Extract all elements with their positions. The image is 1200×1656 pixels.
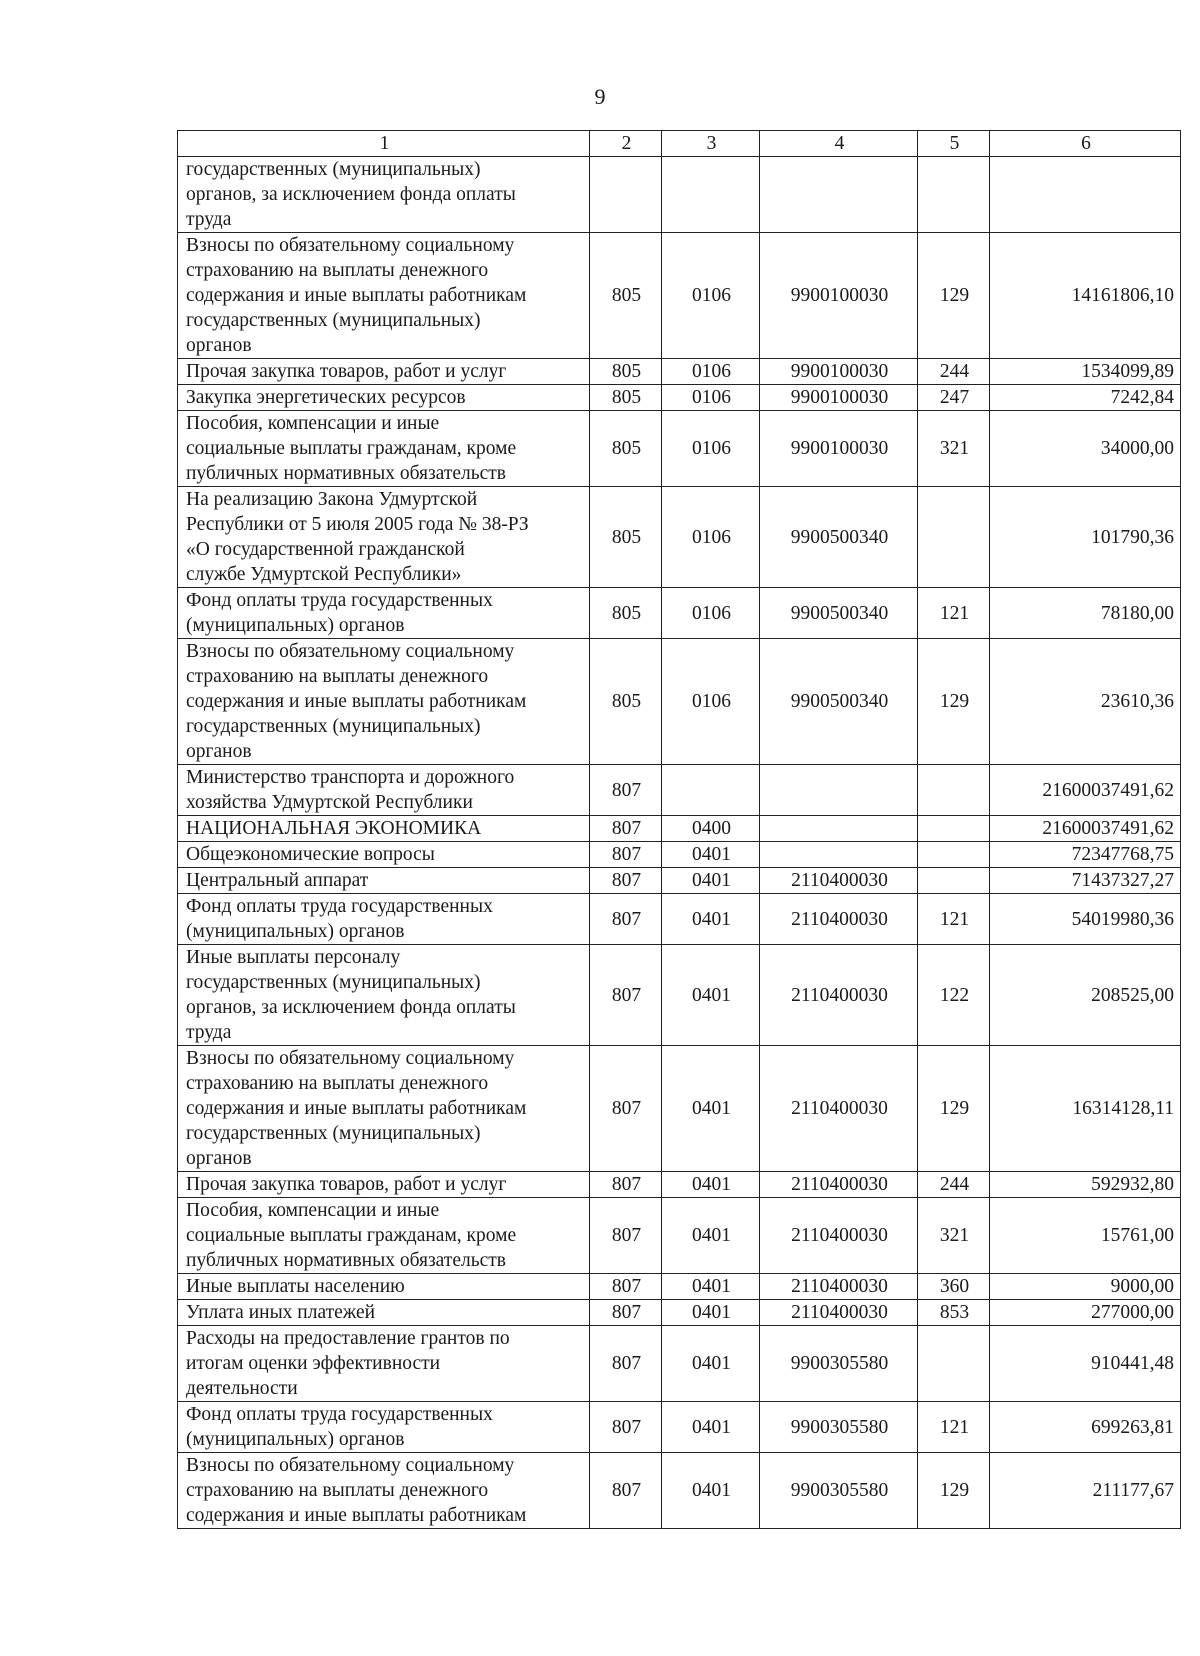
amount-cell: 71437327,27 bbox=[990, 868, 1181, 894]
column-header: 4 bbox=[760, 131, 918, 157]
target-article-code-cell: 9900100030 bbox=[760, 233, 918, 359]
row-name-cell: Уплата иных платежей bbox=[178, 1300, 590, 1326]
section-code-cell bbox=[662, 765, 760, 816]
expense-type-code-cell: 247 bbox=[918, 385, 990, 411]
row-name-cell: На реализацию Закона Удмуртской Республики от 5 июля 2005 года № 38-РЗ «О государственной гражданской службе Удмуртской Республики» bbox=[178, 487, 590, 588]
column-header: 2 bbox=[590, 131, 662, 157]
table-body bbox=[178, 157, 1181, 1529]
row-name-cell: Расходы на предоставление грантов по итогам оценки эффективности деятельности bbox=[178, 1326, 590, 1402]
ministry-code-cell: 807 bbox=[590, 1453, 662, 1529]
table-row bbox=[178, 1172, 1181, 1198]
target-article-code-cell bbox=[760, 157, 918, 233]
table-row bbox=[178, 945, 1181, 1046]
ministry-code-cell: 805 bbox=[590, 487, 662, 588]
target-article-code-cell: 2110400030 bbox=[760, 945, 918, 1046]
table-row bbox=[178, 385, 1181, 411]
column-header: 5 bbox=[918, 131, 990, 157]
target-article-code-cell: 9900100030 bbox=[760, 359, 918, 385]
ministry-code-cell: 807 bbox=[590, 1300, 662, 1326]
expense-type-code-cell bbox=[918, 1326, 990, 1402]
row-name-cell: Фонд оплаты труда государственных (муниципальных) органов bbox=[178, 1402, 590, 1453]
ministry-code-cell: 805 bbox=[590, 359, 662, 385]
table-row bbox=[178, 359, 1181, 385]
expense-type-code-cell: 122 bbox=[918, 945, 990, 1046]
table-row bbox=[178, 842, 1181, 868]
amount-cell: 15761,00 bbox=[990, 1198, 1181, 1274]
section-code-cell: 0401 bbox=[662, 1300, 760, 1326]
section-code-cell: 0400 bbox=[662, 816, 760, 842]
section-code-cell: 0401 bbox=[662, 868, 760, 894]
amount-cell: 16314128,11 bbox=[990, 1046, 1181, 1172]
row-name-cell: Иные выплаты населению bbox=[178, 1274, 590, 1300]
table-row bbox=[178, 816, 1181, 842]
table-row bbox=[178, 1453, 1181, 1529]
amount-cell: 592932,80 bbox=[990, 1172, 1181, 1198]
section-code-cell: 0401 bbox=[662, 945, 760, 1046]
amount-cell: 211177,67 bbox=[990, 1453, 1181, 1529]
target-article-code-cell: 9900500340 bbox=[760, 639, 918, 765]
expense-type-code-cell bbox=[918, 816, 990, 842]
row-name-cell: Общеэкономические вопросы bbox=[178, 842, 590, 868]
ministry-code-cell: 807 bbox=[590, 1172, 662, 1198]
section-code-cell: 0106 bbox=[662, 639, 760, 765]
section-code-cell: 0401 bbox=[662, 1198, 760, 1274]
section-code-cell: 0106 bbox=[662, 233, 760, 359]
table-row bbox=[178, 1326, 1181, 1402]
target-article-code-cell: 2110400030 bbox=[760, 868, 918, 894]
section-code-cell: 0106 bbox=[662, 359, 760, 385]
page-number: 9 bbox=[594, 84, 606, 109]
table-row bbox=[178, 233, 1181, 359]
amount-cell: 910441,48 bbox=[990, 1326, 1181, 1402]
row-name-cell: Прочая закупка товаров, работ и услуг bbox=[178, 1172, 590, 1198]
section-code-cell: 0401 bbox=[662, 1402, 760, 1453]
table-row bbox=[178, 639, 1181, 765]
ministry-code-cell: 805 bbox=[590, 385, 662, 411]
amount-cell: 78180,00 bbox=[990, 588, 1181, 639]
column-header: 6 bbox=[990, 131, 1181, 157]
amount-cell: 21600037491,62 bbox=[990, 765, 1181, 816]
section-code-cell: 0106 bbox=[662, 588, 760, 639]
expense-type-code-cell bbox=[918, 765, 990, 816]
target-article-code-cell: 9900305580 bbox=[760, 1402, 918, 1453]
amount-cell: 699263,81 bbox=[990, 1402, 1181, 1453]
ministry-code-cell: 807 bbox=[590, 1046, 662, 1172]
header-row bbox=[178, 131, 1181, 157]
expense-type-code-cell: 121 bbox=[918, 588, 990, 639]
expense-type-code-cell: 321 bbox=[918, 411, 990, 487]
target-article-code-cell: 2110400030 bbox=[760, 1198, 918, 1274]
row-name-cell: Взносы по обязательному социальному страхованию на выплаты денежного содержания и иные выплаты работникам bbox=[178, 1453, 590, 1529]
target-article-code-cell: 9900305580 bbox=[760, 1326, 918, 1402]
amount-cell bbox=[990, 157, 1181, 233]
section-code-cell: 0401 bbox=[662, 1274, 760, 1300]
target-article-code-cell: 2110400030 bbox=[760, 1172, 918, 1198]
expense-type-code-cell bbox=[918, 157, 990, 233]
ministry-code-cell: 807 bbox=[590, 765, 662, 816]
expense-type-code-cell: 129 bbox=[918, 1453, 990, 1529]
row-name-cell: Прочая закупка товаров, работ и услуг bbox=[178, 359, 590, 385]
expense-type-code-cell: 121 bbox=[918, 894, 990, 945]
target-article-code-cell: 2110400030 bbox=[760, 1046, 918, 1172]
target-article-code-cell: 2110400030 bbox=[760, 894, 918, 945]
table-row bbox=[178, 588, 1181, 639]
target-article-code-cell: 9900100030 bbox=[760, 385, 918, 411]
amount-cell: 54019980,36 bbox=[990, 894, 1181, 945]
ministry-code-cell: 807 bbox=[590, 1274, 662, 1300]
target-article-code-cell bbox=[760, 816, 918, 842]
amount-cell: 277000,00 bbox=[990, 1300, 1181, 1326]
table-row bbox=[178, 1274, 1181, 1300]
row-name-cell: Центральный аппарат bbox=[178, 868, 590, 894]
section-code-cell: 0106 bbox=[662, 487, 760, 588]
expense-type-code-cell bbox=[918, 487, 990, 588]
expense-type-code-cell: 129 bbox=[918, 639, 990, 765]
table-row bbox=[178, 411, 1181, 487]
table-row bbox=[178, 765, 1181, 816]
target-article-code-cell: 9900305580 bbox=[760, 1453, 918, 1529]
row-name-cell: государственных (муниципальных) органов, за исключением фонда оплаты труда bbox=[178, 157, 590, 233]
ministry-code-cell: 807 bbox=[590, 894, 662, 945]
ministry-code-cell: 805 bbox=[590, 588, 662, 639]
ministry-code-cell: 805 bbox=[590, 233, 662, 359]
ministry-code-cell bbox=[590, 157, 662, 233]
table-row bbox=[178, 1402, 1181, 1453]
table-row bbox=[178, 157, 1181, 233]
row-name-cell: Пособия, компенсации и иные социальные выплаты гражданам, кроме публичных нормативных обязательств bbox=[178, 1198, 590, 1274]
table-row bbox=[178, 1198, 1181, 1274]
target-article-code-cell: 2110400030 bbox=[760, 1300, 918, 1326]
section-code-cell: 0401 bbox=[662, 894, 760, 945]
amount-cell: 1534099,89 bbox=[990, 359, 1181, 385]
expense-type-code-cell: 121 bbox=[918, 1402, 990, 1453]
amount-cell: 9000,00 bbox=[990, 1274, 1181, 1300]
target-article-code-cell: 9900500340 bbox=[760, 588, 918, 639]
ministry-code-cell: 805 bbox=[590, 411, 662, 487]
section-code-cell: 0106 bbox=[662, 411, 760, 487]
column-header: 3 bbox=[662, 131, 760, 157]
row-name-cell: Закупка энергетических ресурсов bbox=[178, 385, 590, 411]
table-row bbox=[178, 487, 1181, 588]
column-header: 1 bbox=[178, 131, 590, 157]
expense-type-code-cell: 244 bbox=[918, 359, 990, 385]
ministry-code-cell: 807 bbox=[590, 868, 662, 894]
budget-table bbox=[177, 130, 1181, 1529]
expense-type-code-cell bbox=[918, 868, 990, 894]
table-row bbox=[178, 868, 1181, 894]
row-name-cell: Фонд оплаты труда государственных (муниципальных) органов bbox=[178, 588, 590, 639]
ministry-code-cell: 807 bbox=[590, 945, 662, 1046]
row-name-cell: Пособия, компенсации и иные социальные выплаты гражданам, кроме публичных нормативных обязательств bbox=[178, 411, 590, 487]
section-code-cell: 0401 bbox=[662, 1046, 760, 1172]
ministry-code-cell: 807 bbox=[590, 816, 662, 842]
row-name-cell: Министерство транспорта и дорожного хозяйства Удмуртской Республики bbox=[178, 765, 590, 816]
expense-type-code-cell: 853 bbox=[918, 1300, 990, 1326]
row-name-cell: Фонд оплаты труда государственных (муниципальных) органов bbox=[178, 894, 590, 945]
row-name-cell: Взносы по обязательному социальному страхованию на выплаты денежного содержания и иные выплаты работникам государственных (муниципальных) органов bbox=[178, 639, 590, 765]
expense-type-code-cell: 244 bbox=[918, 1172, 990, 1198]
section-code-cell: 0401 bbox=[662, 1172, 760, 1198]
expense-type-code-cell: 129 bbox=[918, 1046, 990, 1172]
expense-type-code-cell: 321 bbox=[918, 1198, 990, 1274]
amount-cell: 208525,00 bbox=[990, 945, 1181, 1046]
section-code-cell bbox=[662, 157, 760, 233]
section-code-cell: 0401 bbox=[662, 1326, 760, 1402]
amount-cell: 14161806,10 bbox=[990, 233, 1181, 359]
target-article-code-cell bbox=[760, 765, 918, 816]
amount-cell: 72347768,75 bbox=[990, 842, 1181, 868]
amount-cell: 7242,84 bbox=[990, 385, 1181, 411]
target-article-code-cell bbox=[760, 842, 918, 868]
section-code-cell: 0401 bbox=[662, 1453, 760, 1529]
table-row bbox=[178, 894, 1181, 945]
ministry-code-cell: 807 bbox=[590, 1326, 662, 1402]
table-row bbox=[178, 1300, 1181, 1326]
row-name-cell: Взносы по обязательному социальному страхованию на выплаты денежного содержания и иные выплаты работникам государственных (муниципальных) органов bbox=[178, 1046, 590, 1172]
ministry-code-cell: 807 bbox=[590, 1402, 662, 1453]
row-name-cell: Иные выплаты персоналу государственных (муниципальных) органов, за исключением фонда оплаты труда bbox=[178, 945, 590, 1046]
ministry-code-cell: 805 bbox=[590, 639, 662, 765]
expense-type-code-cell: 129 bbox=[918, 233, 990, 359]
expense-type-code-cell: 360 bbox=[918, 1274, 990, 1300]
ministry-code-cell: 807 bbox=[590, 1198, 662, 1274]
amount-cell: 101790,36 bbox=[990, 487, 1181, 588]
row-name-cell: НАЦИОНАЛЬНАЯ ЭКОНОМИКА bbox=[178, 816, 590, 842]
expense-type-code-cell bbox=[918, 842, 990, 868]
ministry-code-cell: 807 bbox=[590, 842, 662, 868]
target-article-code-cell: 9900500340 bbox=[760, 487, 918, 588]
table-row bbox=[178, 1046, 1181, 1172]
target-article-code-cell: 9900100030 bbox=[760, 411, 918, 487]
section-code-cell: 0106 bbox=[662, 385, 760, 411]
target-article-code-cell: 2110400030 bbox=[760, 1274, 918, 1300]
amount-cell: 23610,36 bbox=[990, 639, 1181, 765]
section-code-cell: 0401 bbox=[662, 842, 760, 868]
amount-cell: 21600037491,62 bbox=[990, 816, 1181, 842]
amount-cell: 34000,00 bbox=[990, 411, 1181, 487]
row-name-cell: Взносы по обязательному социальному страхованию на выплаты денежного содержания и иные выплаты работникам государственных (муниципальных) органов bbox=[178, 233, 590, 359]
